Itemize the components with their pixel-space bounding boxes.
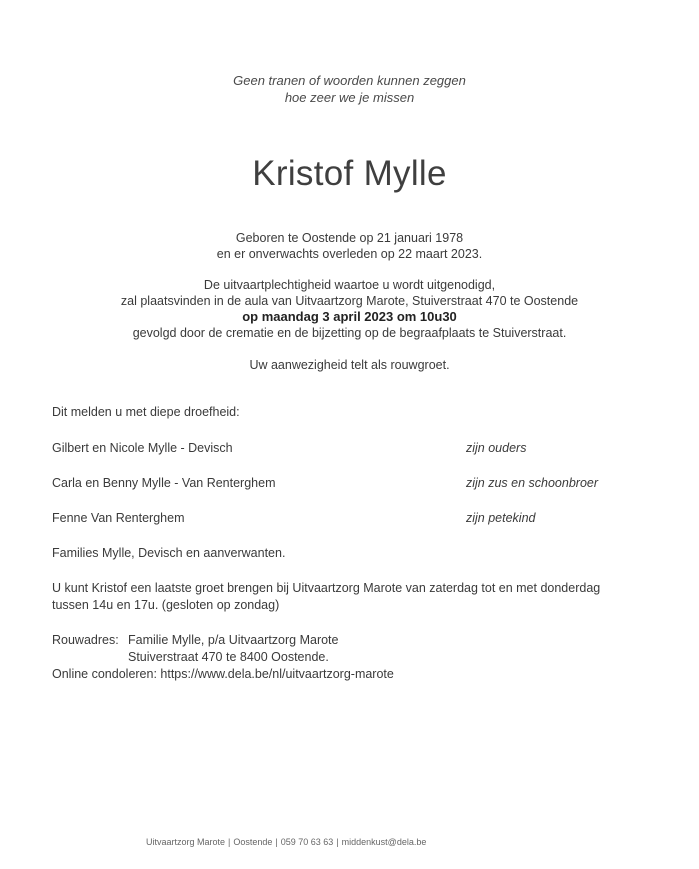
ceremony-line-1: De uitvaartplechtigheid waartoe u wordt uitgenodigd, — [203, 278, 496, 292]
mourner-name: Gilbert en Nicole Mylle - Devisch — [52, 441, 233, 455]
footer-company: Uitvaartzorg Marote — [146, 837, 226, 847]
deceased-name: Kristof Mylle — [252, 154, 447, 193]
address-label: Rouwadres: — [52, 633, 119, 647]
birth-line: Geboren te Oostende op 21 januari 1978 — [235, 231, 464, 245]
mourner-relation: zijn petekind — [466, 511, 536, 525]
announcement-intro: Dit melden u met diepe droefheid: — [52, 405, 240, 419]
mourner-name: Fenne Van Renterghem — [52, 511, 185, 525]
mourner-relation: zijn zus en schoonbroer — [466, 476, 599, 490]
footer-email[interactable]: middenkust@dela.be — [341, 837, 427, 847]
footer — [146, 836, 426, 848]
footer-separator: | — [228, 837, 231, 847]
ceremony-line-2: zal plaatsvinden in de aula van Uitvaartzorg Marote, Stuiverstraat 470 te Oostende — [120, 294, 579, 308]
address-row — [52, 632, 394, 649]
visitation-info — [52, 580, 612, 614]
footer-city: Oostende — [233, 837, 273, 847]
presence-note: Uw aanwezigheid telt als rouwgroet. — [249, 358, 450, 372]
visitation-line-2: tussen 14u en 17u. (gesloten op zondag) — [52, 598, 280, 612]
families-line: Families Mylle, Devisch en aanverwanten. — [52, 546, 286, 560]
address-line-2: Stuiverstraat 470 te 8400 Oostende. — [128, 650, 329, 664]
death-line: en er onverwachts overleden op 22 maart 2023. — [216, 247, 483, 261]
address-line-1: Familie Mylle, p/a Uitvaartzorg Marote — [128, 633, 339, 647]
footer-separator: | — [336, 837, 339, 847]
motto-line-1: Geen tranen of woorden kunnen zeggen — [233, 73, 466, 88]
footer-separator: | — [275, 837, 278, 847]
ceremony-datetime: op maandag 3 april 2023 om 10u30 — [242, 309, 457, 324]
birth-death-dates — [0, 230, 699, 262]
ceremony-info — [0, 277, 699, 341]
online-condolence-link[interactable]: Online condoleren: https://www.dela.be/nl/uitvaartzorg-marote — [52, 667, 394, 681]
footer-phone: 059 70 63 63 — [280, 837, 334, 847]
mourner-relation: zijn ouders — [466, 441, 527, 455]
motto-line-2: hoe zeer we je missen — [284, 90, 415, 105]
mourning-address — [52, 632, 394, 683]
mourner-name: Carla en Benny Mylle - Van Renterghem — [52, 476, 276, 490]
motto — [0, 72, 699, 106]
visitation-line-1: U kunt Kristof een laatste groet brengen bij Uitvaartzorg Marote van zaterdag tot en met donderdag — [52, 581, 601, 595]
ceremony-line-4: gevolgd door de crematie en de bijzetting op de begraafplaats te Stuiverstraat. — [132, 326, 567, 340]
